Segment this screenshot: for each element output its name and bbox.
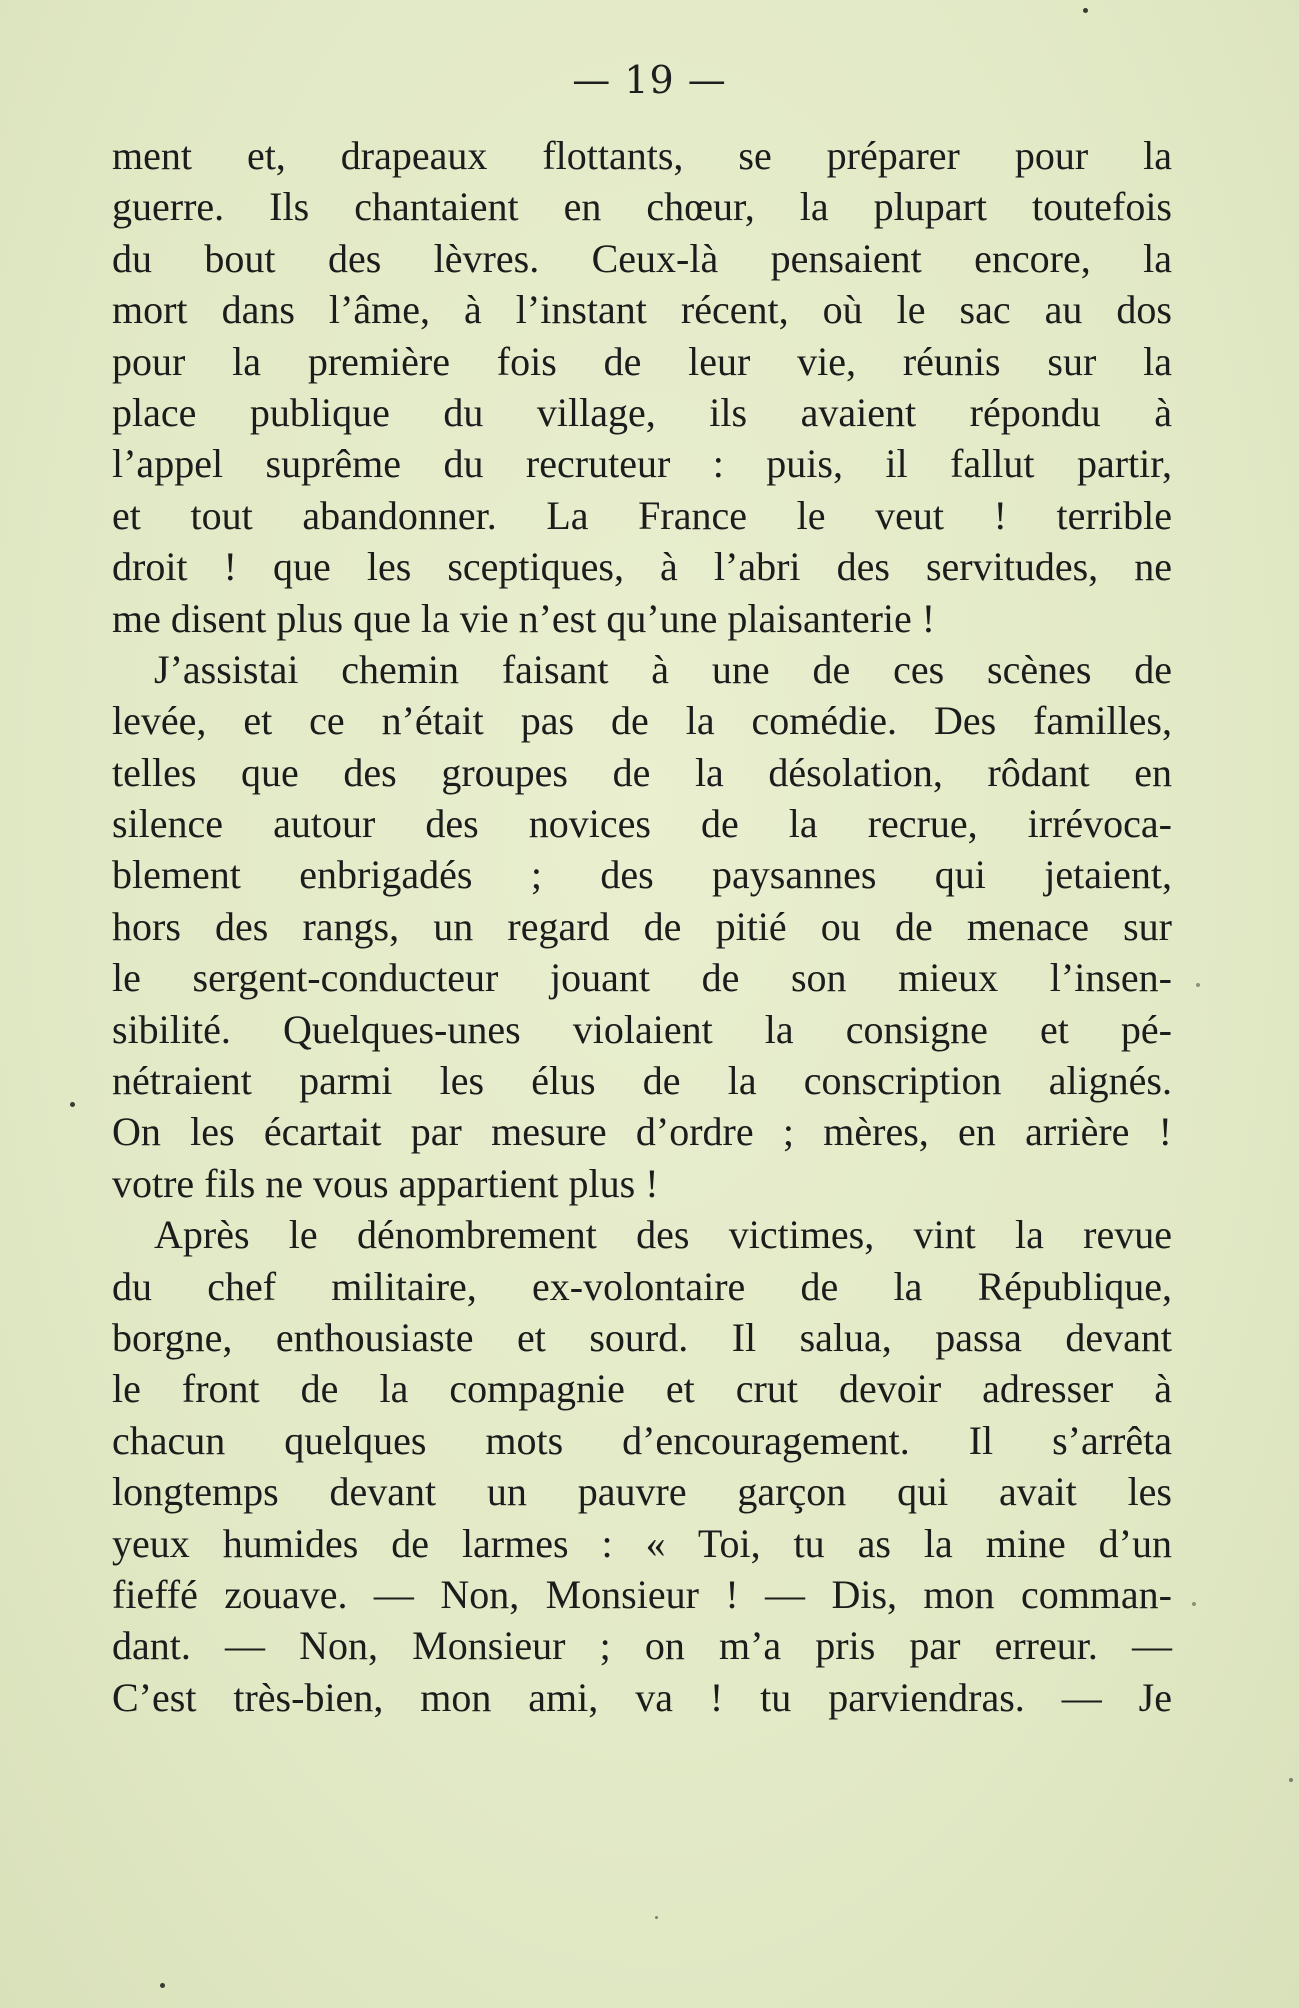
- text-line: pour la première fois de leur vie, réunis sur la: [112, 338, 1172, 384]
- text-line: yeux humides de larmes : « Toi, tu as la mine d’un: [112, 1520, 1172, 1566]
- paper-speck: [1289, 1778, 1293, 1782]
- text-line: le front de la compagnie et crut devoir adresser à: [112, 1366, 1172, 1412]
- text-line: votre fils ne vous appartient plus !: [112, 1160, 659, 1206]
- text-line: nétraient parmi les élus de la conscription alignés.: [112, 1058, 1172, 1104]
- text-line: J’assistai chemin faisant à une de ces scènes de: [154, 646, 1172, 692]
- text-line: du bout des lèvres. Ceux-là pensaient encore, la: [112, 235, 1172, 281]
- text-line: longtemps devant un pauvre garçon qui avait les: [112, 1469, 1172, 1515]
- paper-speck: [655, 1916, 658, 1919]
- paper-speck: [1083, 8, 1088, 13]
- text-line: mort dans l’âme, à l’instant récent, où le sac au dos: [112, 287, 1172, 333]
- text-line: silence autour des novices de la recrue, irrévoca-: [112, 801, 1172, 847]
- text-line: guerre. Ils chantaient en chœur, la plupart toutefois: [112, 184, 1172, 230]
- paper-speck: [1192, 1602, 1196, 1606]
- text-line: borgne, enthousiaste et sourd. Il salua, passa devant: [112, 1314, 1172, 1360]
- text-line: blement enbrigadés ; des paysannes qui jetaient,: [112, 852, 1172, 898]
- text-line: sibilité. Quelques-unes violaient la consigne et pé-: [112, 1006, 1172, 1052]
- text-line: levée, et ce n’était pas de la comédie. Des familles,: [112, 698, 1172, 744]
- text-line: place publique du village, ils avaient répondu à: [112, 389, 1172, 435]
- text-line: telles que des groupes de la désolation, rôdant en: [112, 749, 1172, 795]
- text-line: l’appel suprême du recruteur : puis, il fallut partir,: [112, 441, 1172, 487]
- text-line: dant. — Non, Monsieur ; on m’a pris par erreur. —: [112, 1623, 1172, 1669]
- text-line: me disent plus que la vie n’est qu’une plaisanterie !: [112, 595, 936, 641]
- text-line: fieffé zouave. — Non, Monsieur ! — Dis, mon comman-: [112, 1571, 1172, 1617]
- text-line: C’est très-bien, mon ami, va ! tu parviendras. — Je: [112, 1674, 1172, 1720]
- paper-speck: [70, 1102, 75, 1107]
- body-text: [112, 130, 1172, 1723]
- text-line: et tout abandonner. La France le veut ! terrible: [112, 492, 1172, 538]
- text-line: ment et, drapeaux flottants, se préparer pour la: [112, 133, 1172, 178]
- page-number: — 19 —: [572, 58, 727, 102]
- text-line: hors des rangs, un regard de pitié ou de menace sur: [112, 903, 1172, 949]
- text-line: du chef militaire, ex-volontaire de la République,: [112, 1263, 1172, 1309]
- text-line: Après le dénombrement des victimes, vint la revue: [154, 1212, 1172, 1258]
- paper-speck: [1196, 983, 1200, 987]
- text-line: droit ! que les sceptiques, à l’abri des servitudes, ne: [112, 544, 1172, 590]
- text-line: chacun quelques mots d’encouragement. Il s’arrêta: [112, 1417, 1172, 1463]
- text-line: On les écartait par mesure d’ordre ; mères, en arrière !: [112, 1109, 1172, 1155]
- paper-speck: [160, 1983, 165, 1988]
- text-line: le sergent-conducteur jouant de son mieux l’insen-: [112, 955, 1172, 1001]
